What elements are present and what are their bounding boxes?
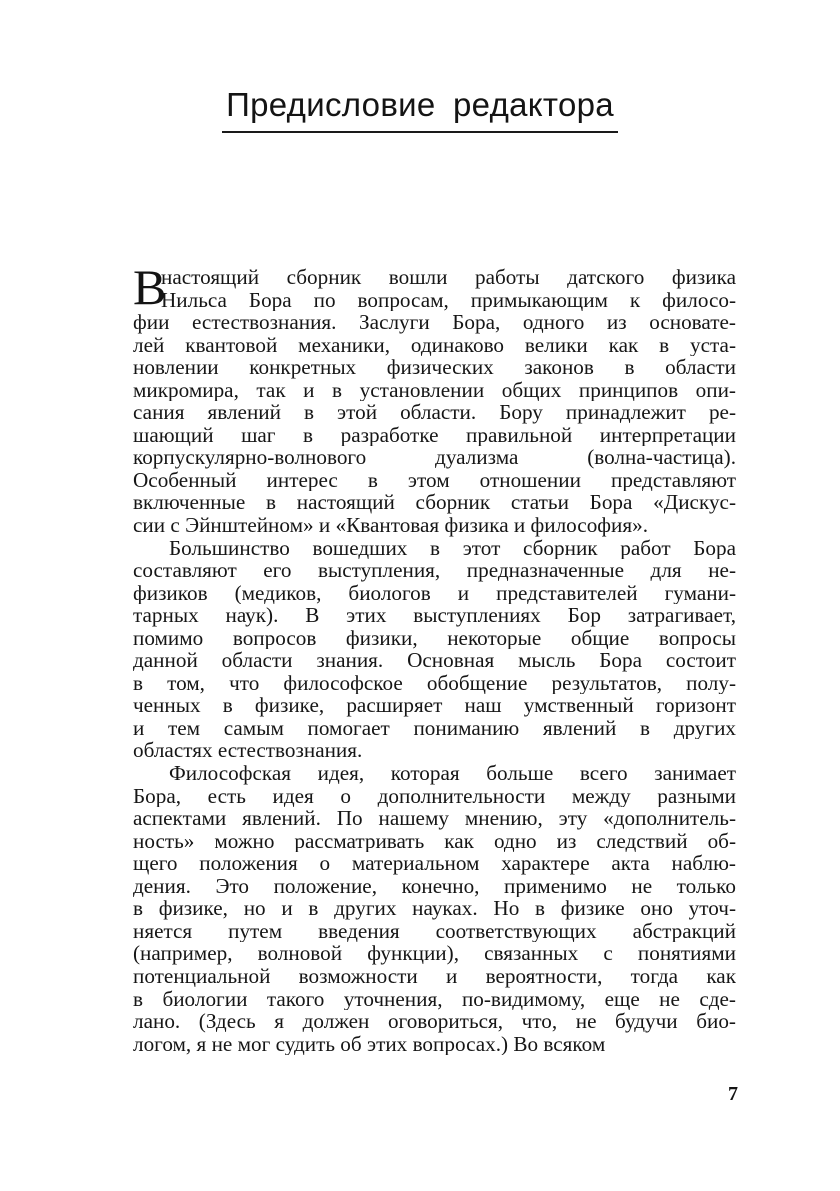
text-line: сания явлений в этой области. Бору принадлежит ре- — [133, 401, 736, 424]
text-line: настоящий сборник вошли работы датского физика — [161, 266, 736, 289]
text-line: шающий шаг в разработке правильной интерпретации — [133, 423, 736, 447]
text-line: потенциальной возможности и вероятности, тогда как — [133, 964, 736, 988]
text-line: фии естествознания. Заслуги Бора, одного из основате- — [133, 311, 736, 334]
text-line: тарных наук). В этих выступлениях Бор затрагивает, — [133, 604, 736, 627]
paragraph-3 — [133, 762, 736, 1055]
text-line: (например, волновой функции), связанных с понятиями — [133, 942, 736, 965]
text-line: в том, что философское обобщение результатов, полу- — [133, 671, 736, 695]
text-line: сии с Эйнштейном» и «Квантовая физика и философия». — [133, 514, 649, 537]
text-line: Философская идея, которая больше всего занимает — [169, 762, 736, 785]
text-line: Большинство вошедших в этот сборник работ Бора — [169, 536, 736, 560]
text-line: составляют его выступления, предназначенные для не- — [133, 559, 736, 582]
text-line: аспектами явлений. По нашему мнению, эту «дополнитель- — [133, 807, 736, 830]
title-wrapper — [0, 86, 840, 133]
text-line: и тем самым помогает пониманию явлений в других — [133, 716, 736, 740]
text-line: лано. (Здесь я должен оговориться, что, не будучи био- — [133, 1010, 736, 1033]
drop-cap: В — [133, 259, 167, 315]
text-line: няется путем введения соответствующих абстракций — [133, 919, 736, 943]
text-line: в физике, но и в других науках. Но в физике оно уточ- — [133, 897, 736, 920]
text-line: Бора, есть идея о дополнительности между разными — [133, 784, 736, 808]
paragraph-2 — [133, 537, 736, 762]
paragraph-1 — [133, 266, 736, 537]
text-line: областях естествознания. — [133, 739, 363, 763]
text-line: ность» можно рассматривать как одно из следствий об- — [133, 829, 736, 853]
text-line: логом, я не мог судить об этих вопросах.) Во всяком — [133, 1032, 606, 1056]
body-text — [133, 266, 736, 1055]
text-line: Особенный интерес в этом отношении представляют — [133, 468, 736, 492]
text-line: в биологии такого уточнения, по-видимому, еще не сде- — [133, 987, 736, 1011]
text-line: Нильса Бора по вопросам, примыкающим к филосо- — [161, 288, 736, 312]
text-line: физиков (медиков, биологов и представителей гумани- — [133, 581, 736, 605]
text-line: дения. Это положение, конечно, применимо не только — [133, 874, 736, 898]
text-line: включенные в настоящий сборник статьи Бора «Дискус- — [133, 491, 736, 515]
text-line: помимо вопросов физики, некоторые общие вопросы — [133, 626, 736, 650]
text-line: лей квантовой механики, одинаково велики как в уста- — [133, 333, 736, 357]
page-number: 7 — [728, 1083, 738, 1105]
text-line: ченных в физике, расширяет наш умственный горизонт — [133, 694, 736, 717]
text-line: данной области знания. Основная мысль Бора состоит — [133, 649, 736, 672]
text-line: корпускулярно-волнового дуализма (волна-частица). — [133, 446, 736, 469]
text-line: щего положения о материальном характере акта наблю- — [133, 852, 736, 875]
text-line: микромира, так и в установлении общих принципов опи- — [133, 378, 736, 402]
text-line: новлении конкретных физических законов в области — [133, 356, 736, 379]
page-title: Предисловие редактора — [222, 86, 618, 133]
